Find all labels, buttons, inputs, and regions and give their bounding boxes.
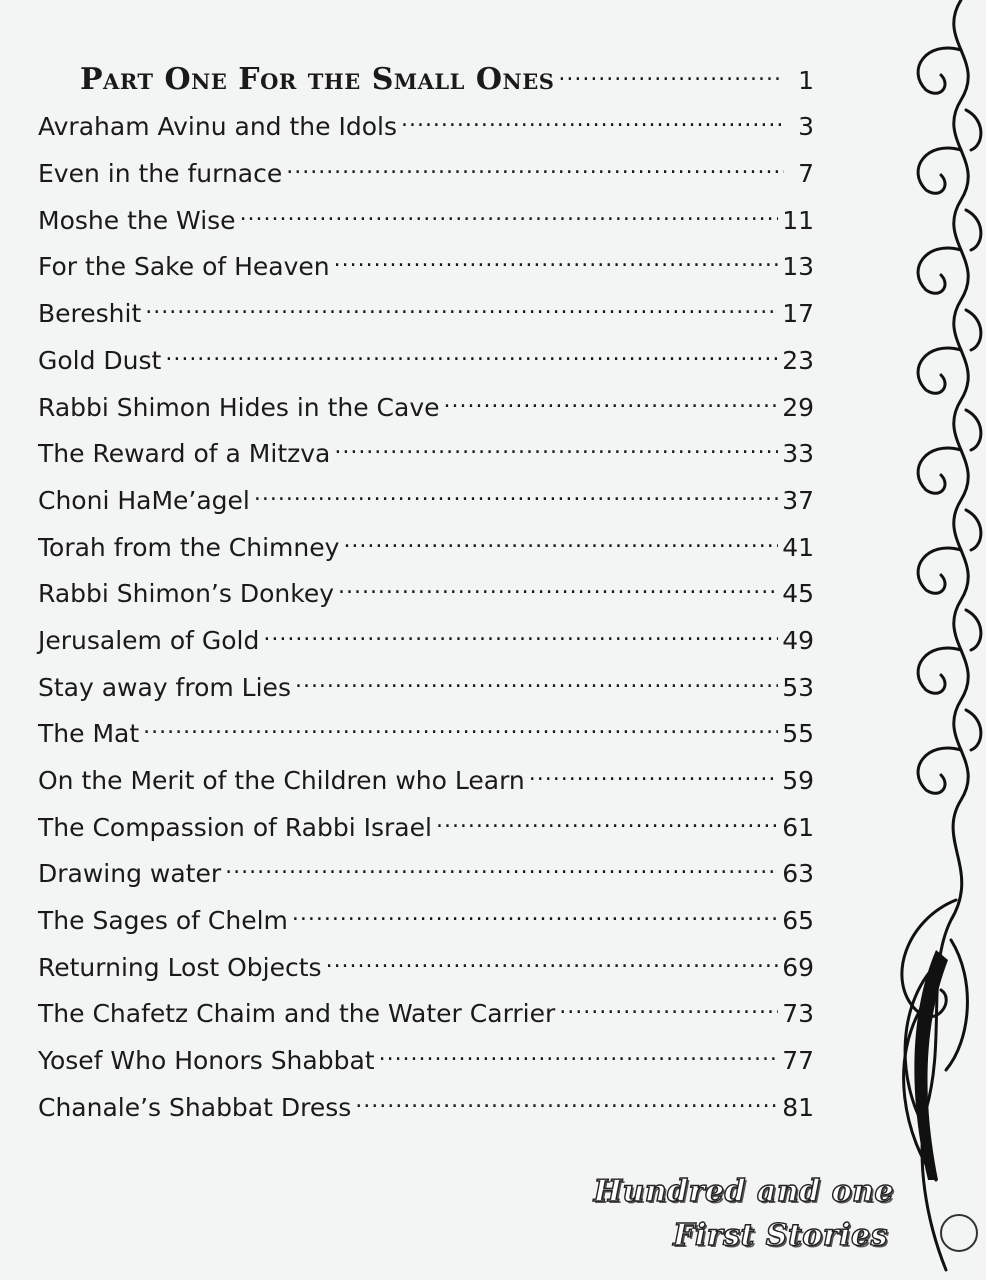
toc-entry-page: 7 — [798, 159, 814, 189]
toc-entry-page: 17 — [782, 299, 814, 329]
dot-leader — [444, 369, 779, 416]
toc-entry — [38, 696, 814, 749]
dot-leader — [286, 135, 784, 182]
section-heading — [38, 42, 814, 97]
dot-leader — [254, 462, 778, 509]
toc-entry-page: 49 — [782, 625, 814, 655]
toc-entries — [38, 89, 814, 1122]
toc-entry — [38, 322, 814, 375]
toc-entry-title: Chanale’s Shabbat Dress — [38, 1092, 352, 1122]
toc-entry-title: The Mat — [38, 719, 140, 749]
toc-entry-page: 41 — [782, 532, 814, 562]
dot-leader — [338, 556, 778, 603]
toc-entry-page: 13 — [782, 252, 814, 282]
toc-entry-page: 29 — [782, 392, 814, 422]
dot-leader — [263, 602, 778, 649]
dot-leader — [295, 649, 778, 696]
toc-entry-title: Choni HaMe’agel — [38, 485, 250, 515]
toc-entry-page: 33 — [782, 439, 814, 469]
toc-entry-title: On the Merit of the Children who Learn — [38, 766, 525, 795]
table-of-contents — [38, 42, 814, 1122]
toc-entry-page: 59 — [782, 766, 814, 795]
toc-entry-page: 61 — [782, 812, 814, 842]
dot-leader — [559, 976, 778, 1023]
toc-entry-title: Moshe the Wise — [38, 205, 236, 235]
toc-entry-title: Torah from the Chimney — [38, 532, 340, 562]
dot-leader — [379, 1022, 779, 1069]
toc-entry-page: 53 — [782, 672, 814, 702]
toc-entry-page: 69 — [782, 952, 814, 982]
book-title — [594, 1170, 894, 1258]
toc-entry-page: 37 — [782, 485, 814, 515]
dot-leader — [225, 836, 778, 883]
toc-entry-page: 55 — [782, 719, 814, 749]
dot-leader — [401, 89, 784, 136]
book-title-line1: Hundred and one — [593, 1174, 894, 1209]
toc-entry — [38, 742, 814, 795]
toc-entry-page: 63 — [782, 859, 814, 889]
toc-entry-page: 23 — [782, 345, 814, 375]
dot-leader — [240, 182, 779, 229]
dot-leader — [334, 416, 778, 463]
toc-entry — [38, 275, 814, 329]
dot-leader — [145, 275, 778, 322]
toc-entry-title: Even in the furnace — [38, 159, 283, 189]
toc-entry-page: 81 — [782, 1092, 814, 1122]
toc-entry-title: Returning Lost Objects — [38, 952, 322, 982]
scroll-ornament — [866, 0, 986, 1280]
toc-entry-title: Bereshit — [38, 299, 142, 329]
toc-entry-title: The Compassion of Rabbi Israel — [38, 812, 432, 842]
toc-entry-title: The Chafetz Chaim and the Water Carrier — [38, 999, 556, 1029]
toc-entry-page: 11 — [782, 205, 814, 235]
toc-entry-title: For the Sake of Heaven — [38, 252, 330, 282]
dot-leader — [436, 789, 778, 836]
toc-entry-title: Gold Dust — [38, 345, 162, 375]
toc-entry-page: 65 — [782, 906, 814, 936]
dot-leader — [292, 882, 778, 929]
dot-leader — [334, 229, 779, 276]
toc-entry-title: Rabbi Shimon’s Donkey — [38, 579, 334, 609]
toc-entry-title: The Sages of Chelm — [38, 906, 288, 936]
toc-entry-page: 3 — [798, 112, 814, 142]
section-heading-title: Part One For the Small Ones — [80, 61, 555, 97]
book-title-line2: First Stories — [673, 1218, 888, 1253]
toc-entry-title: Drawing water — [38, 859, 222, 889]
toc-entry-title: Jerusalem of Gold — [38, 625, 260, 655]
dot-leader — [165, 322, 778, 369]
toc-entry-page: 77 — [782, 1046, 814, 1076]
dot-leader — [143, 696, 778, 743]
dot-leader — [343, 509, 778, 556]
dot-leader — [558, 42, 784, 89]
toc-entry-title: The Reward of a Mitzva — [38, 439, 331, 469]
page-number-circle — [940, 1214, 978, 1252]
dot-leader — [326, 929, 779, 976]
toc-entry-page: 45 — [782, 579, 814, 609]
section-heading-page: 1 — [798, 65, 814, 95]
toc-entry-page: 73 — [782, 999, 814, 1029]
toc-entry-title: Avraham Avinu and the Idols — [38, 112, 397, 142]
dot-leader — [529, 742, 778, 789]
toc-entry-title: Yosef Who Honors Shabbat — [38, 1046, 375, 1076]
dot-leader — [355, 1069, 778, 1116]
toc-entry-title: Rabbi Shimon Hides in the Cave — [38, 392, 440, 422]
toc-entry-title: Stay away from Lies — [38, 672, 291, 702]
